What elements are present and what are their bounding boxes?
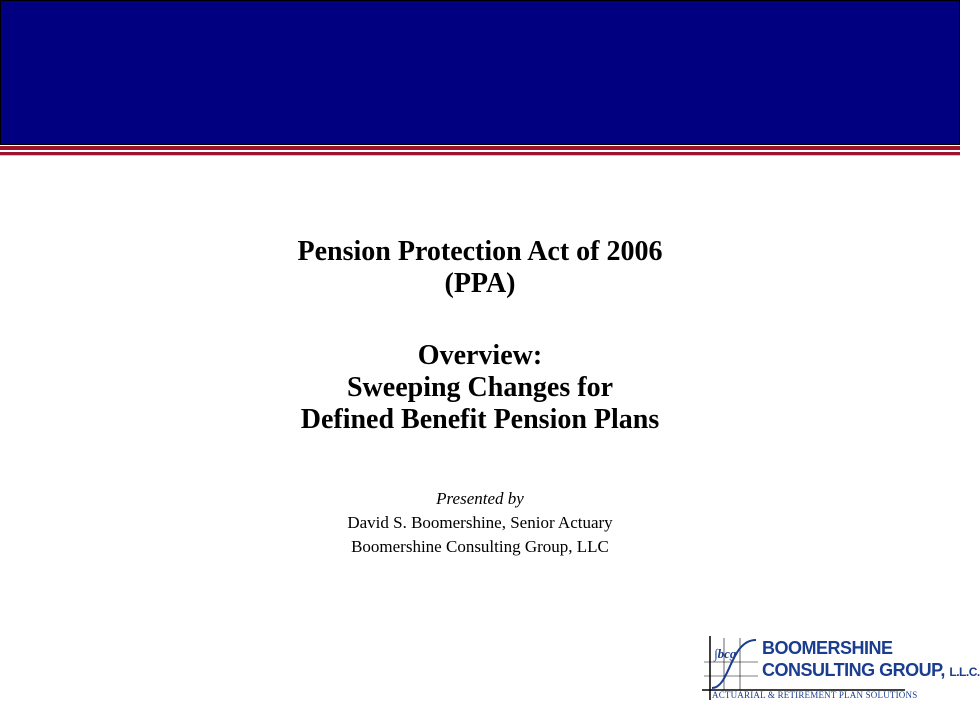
title-line: (PPA) xyxy=(444,268,516,299)
logo-mark: ∫bcg xyxy=(714,646,737,661)
presenter-block xyxy=(0,487,960,559)
logo-name-suffix: L.L.C. xyxy=(949,665,980,679)
slide-subtitle xyxy=(0,340,960,436)
header-stripe-shadow xyxy=(0,155,960,156)
logo-name-line: BOOMERSHINE xyxy=(762,638,893,658)
header-band xyxy=(0,0,960,145)
logo-name-text: CONSULTING GROUP, xyxy=(762,660,945,680)
subtitle-line: Defined Benefit Pension Plans xyxy=(300,404,660,435)
presenter-name: David S. Boomershine, Senior Actuary xyxy=(347,513,613,532)
company-logo xyxy=(700,632,980,702)
logo-name-line xyxy=(762,660,980,682)
logo-tagline: ACTUARIAL & RETIREMENT PLAN SOLUTIONS xyxy=(712,690,918,700)
title-line: Pension Protection Act of 2006 xyxy=(297,236,663,267)
subtitle-line: Overview: xyxy=(417,340,543,371)
logo-mark-text: bcg xyxy=(717,646,737,661)
presenter-organization: Boomershine Consulting Group, LLC xyxy=(351,537,609,556)
subtitle-line: Sweeping Changes for xyxy=(346,372,613,403)
presented-by-label: Presented by xyxy=(436,489,524,508)
slide-title xyxy=(0,236,960,300)
